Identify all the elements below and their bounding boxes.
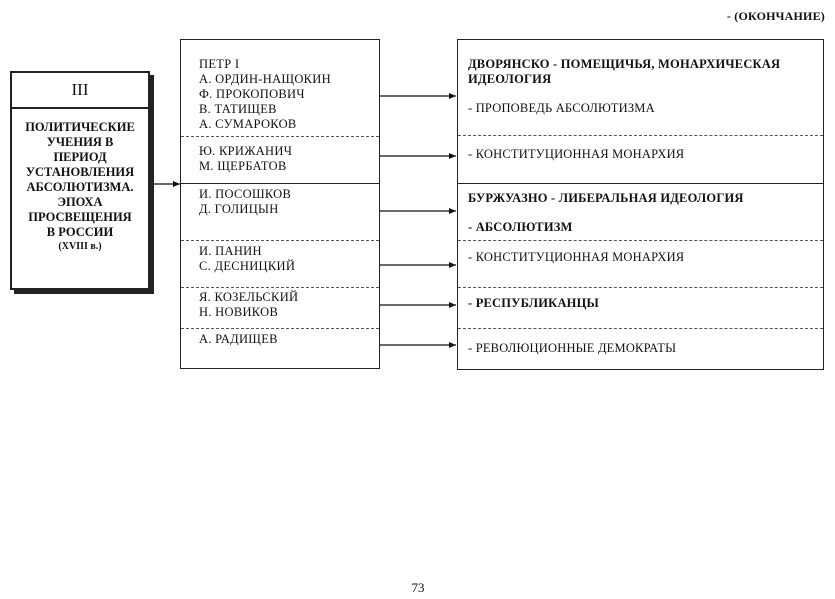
- thinker-name: Д. ГОЛИЦЫН: [199, 202, 279, 216]
- ideology-item: - РЕСПУБЛИКАНЦЫ: [468, 296, 599, 310]
- group-divider: [181, 287, 379, 288]
- section-title-line: ПОЛИТИЧЕСКИЕ: [25, 120, 135, 134]
- item-divider: [458, 135, 823, 136]
- thinker-name: Я. КОЗЕЛЬСКИЙ: [199, 290, 299, 304]
- ideology-divider: [458, 183, 823, 184]
- ideology-item: - АБСОЛЮТИЗМ: [468, 220, 573, 234]
- section-title-line: В РОССИИ: [46, 225, 114, 239]
- header-line: ДВОРЯНСКО - ПОМЕЩИЧЬЯ, МОНАРХИЧЕСКАЯ: [468, 57, 781, 71]
- thinker-name: А. РАДИЩЕВ: [199, 332, 278, 346]
- thinker-name: А. ОРДИН-НАЩОКИН: [199, 72, 331, 86]
- section-title: [12, 109, 148, 254]
- thinker-group-1: [199, 57, 331, 132]
- noble-ideology-header: [468, 57, 780, 87]
- ideology-item: - РЕВОЛЮЦИОННЫЕ ДЕМОКРАТЫ: [468, 341, 677, 355]
- thinker-name: А. СУМАРОКОВ: [199, 117, 297, 131]
- continuation-label: - (ОКОНЧАНИЕ): [726, 9, 825, 23]
- group-divider: [181, 240, 379, 241]
- thinker-group-4: [199, 244, 295, 274]
- thinkers-column: [180, 39, 380, 369]
- section-title-line: ЭПОХА: [57, 195, 103, 209]
- ideology-divider: [181, 183, 379, 184]
- thinker-name: ПЕТР I: [199, 57, 240, 71]
- thinker-group-5: [199, 290, 298, 320]
- section-title-line: АБСОЛЮТИЗМА.: [26, 180, 134, 194]
- group-divider: [181, 328, 379, 329]
- thinker-name: И. ПОСОШКОВ: [199, 187, 292, 201]
- section-title-line: УЧЕНИЯ В: [46, 135, 114, 149]
- page-number: 73: [411, 580, 425, 595]
- ideology-item: - КОНСТИТУЦИОННАЯ МОНАРХИЯ: [468, 250, 685, 264]
- thinker-name: Ю. КРИЖАНИЧ: [199, 144, 293, 158]
- item-divider: [458, 240, 823, 241]
- thinker-group-3: [199, 187, 291, 217]
- thinker-name: С. ДЕСНИЦКИЙ: [199, 259, 296, 273]
- item-divider: [458, 287, 823, 288]
- thinker-group-6: [199, 332, 278, 347]
- ideologies-column: [457, 39, 824, 370]
- bourgeois-ideology-header: БУРЖУАЗНО - ЛИБЕРАЛЬНАЯ ИДЕОЛОГИЯ: [468, 191, 744, 205]
- thinker-group-2: [199, 144, 292, 174]
- thinker-name: Н. НОВИКОВ: [199, 305, 279, 319]
- section-title-line: ПЕРИОД: [53, 150, 107, 164]
- section-subtitle: (XVIII в.): [58, 241, 102, 252]
- header-line: ИДЕОЛОГИЯ: [468, 72, 552, 86]
- item-divider: [458, 328, 823, 329]
- group-divider: [181, 136, 379, 137]
- section-title-line: ПРОСВЕЩЕНИЯ: [28, 210, 132, 224]
- thinker-name: И. ПАНИН: [199, 244, 262, 258]
- ideology-item: - КОНСТИТУЦИОННАЯ МОНАРХИЯ: [468, 147, 685, 161]
- thinker-name: Ф. ПРОКОПОВИЧ: [199, 87, 305, 101]
- thinker-name: М. ЩЕРБАТОВ: [199, 159, 287, 173]
- section-box: [10, 71, 150, 290]
- section-number: III: [12, 73, 148, 109]
- section-title-line: УСТАНОВЛЕНИЯ: [25, 165, 135, 179]
- ideology-item: - ПРОПОВЕДЬ АБСОЛЮТИЗМА: [468, 101, 655, 115]
- thinker-name: В. ТАТИЩЕВ: [199, 102, 277, 116]
